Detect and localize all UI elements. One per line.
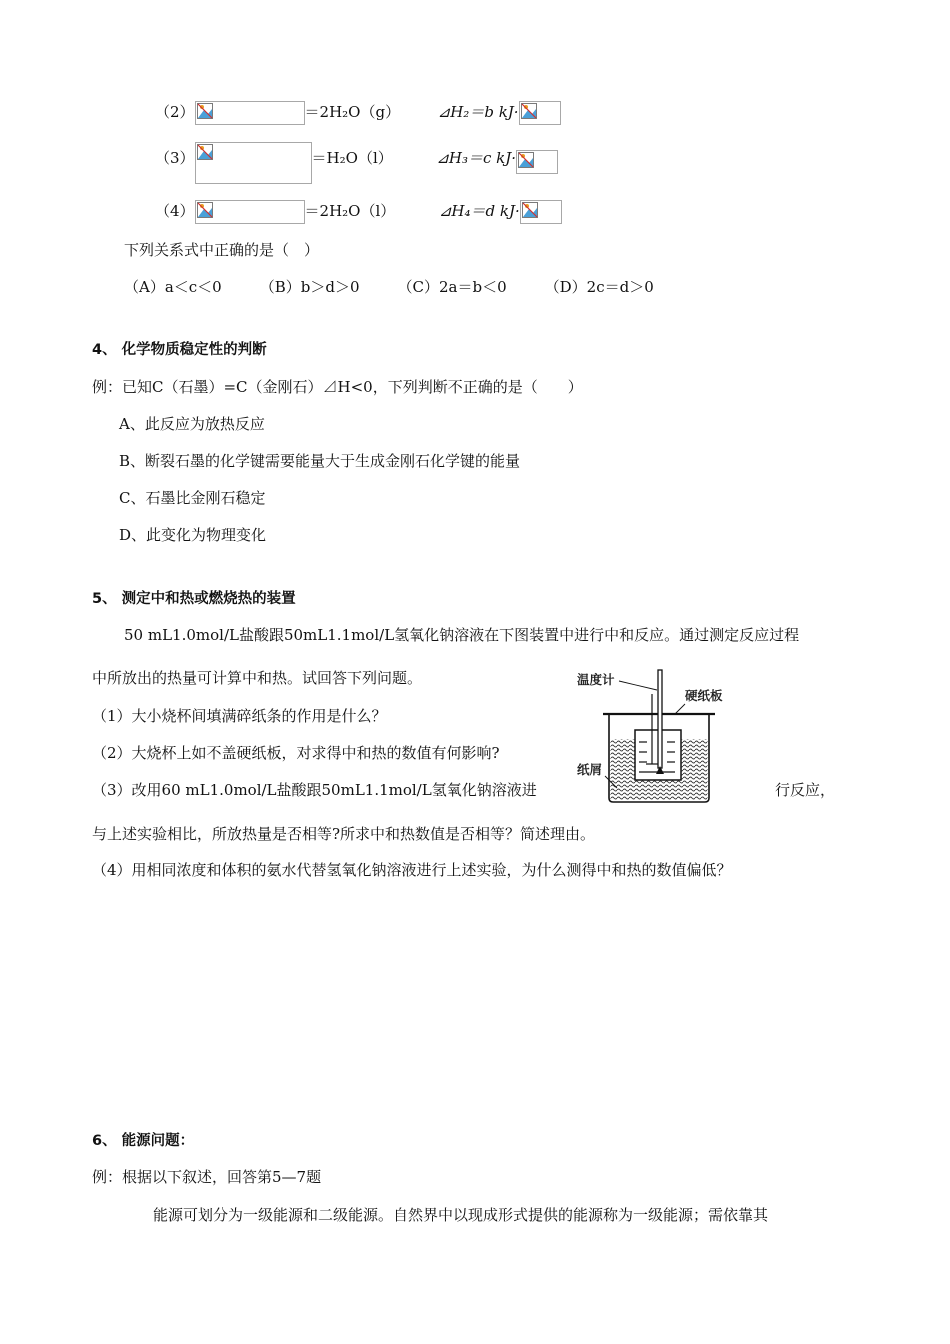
section-5-q3-line2: 与上述实验相比，所放热量是否相等?所求中和热数值是否相等？简述理由。 <box>92 825 596 843</box>
option-b: （B）b＞d＞0 <box>259 278 360 296</box>
broken-image-icon <box>195 200 305 224</box>
section-4-option-b: B、断裂石墨的化学键需要能量大于生成金刚石化学键的能量 <box>119 452 521 470</box>
broken-image-icon <box>520 200 562 224</box>
section-5-heading: 5、 测定中和热或燃烧热的装置 <box>92 591 296 607</box>
section-5-q3-part1: （3）改用60 mL1.0mol/L盐酸跟50mL1.1mol/L氢氧化钠溶液进 <box>92 781 537 799</box>
option-c: （C）2a＝b＜0 <box>397 278 507 296</box>
equation-3: （3） ＝H₂O（l） ⊿H₃＝c kJ· <box>155 142 558 184</box>
section-5-intro-line2: 中所放出的热量可计算中和热。试回答下列问题。 <box>92 669 423 687</box>
equation-2: （2） ＝2H₂O（g） ⊿H₂＝b kJ· <box>155 101 561 125</box>
question-prompt: 下列关系式中正确的是（ ） <box>124 241 320 259</box>
section-5-intro-line1: 50 mL1.0mol/L盐酸跟50mL1.1mol/L氢氧化钠溶液在下图装置中进行中和反应。通过测定反应过程 <box>124 626 800 644</box>
section-5-q4: （4）用相同浓度和体积的氨水代替氢氧化钠溶液进行上述实验，为什么测得中和热的数值偏低？ <box>92 861 732 879</box>
label-cardboard: 硬纸板 <box>685 688 723 703</box>
equation-4: （4） ＝2H₂O（l） ⊿H₄＝d kJ· <box>155 200 562 224</box>
section-5-q2: （2）大烧杯上如不盖硬纸板，对求得中和热的数值有何影响? <box>92 744 500 762</box>
label-thermometer: 温度计 <box>577 672 615 687</box>
section-5-q3-part2: 行反应， <box>775 781 836 799</box>
section-4-option-a: A、此反应为放热反应 <box>119 415 265 433</box>
thermometer <box>658 670 662 768</box>
broken-image-icon <box>516 150 558 174</box>
section-6-example: 例：根据以下叙述，回答第5—7题 <box>92 1168 322 1186</box>
answer-options <box>124 277 692 297</box>
option-d: （D）2c＝d＞0 <box>544 278 654 296</box>
calorimeter-diagram <box>575 664 735 809</box>
section-4-option-d: D、此变化为物理变化 <box>119 526 267 544</box>
broken-image-icon <box>195 142 312 184</box>
option-a: （A）a＜c＜0 <box>124 278 222 296</box>
section-4-example: 例：已知C（石墨）=C（金刚石）⊿H<0，下列判断不正确的是（ ） <box>92 378 583 396</box>
broken-image-icon <box>519 101 561 125</box>
section-5-q1: （1）大小烧杯间填满碎纸条的作用是什么？ <box>92 707 387 725</box>
broken-image-icon <box>195 101 305 125</box>
label-paper: 纸屑 <box>577 762 603 777</box>
section-6-paragraph: 能源可划分为一级能源和二级能源。自然界中以现成形式提供的能源称为一级能源；需依靠其 <box>153 1206 769 1224</box>
section-6-heading: 6、 能源问题： <box>92 1133 195 1149</box>
section-4-option-c: C、石墨比金刚石稳定 <box>119 489 266 507</box>
section-4-heading: 4、 化学物质稳定性的判断 <box>92 342 267 358</box>
